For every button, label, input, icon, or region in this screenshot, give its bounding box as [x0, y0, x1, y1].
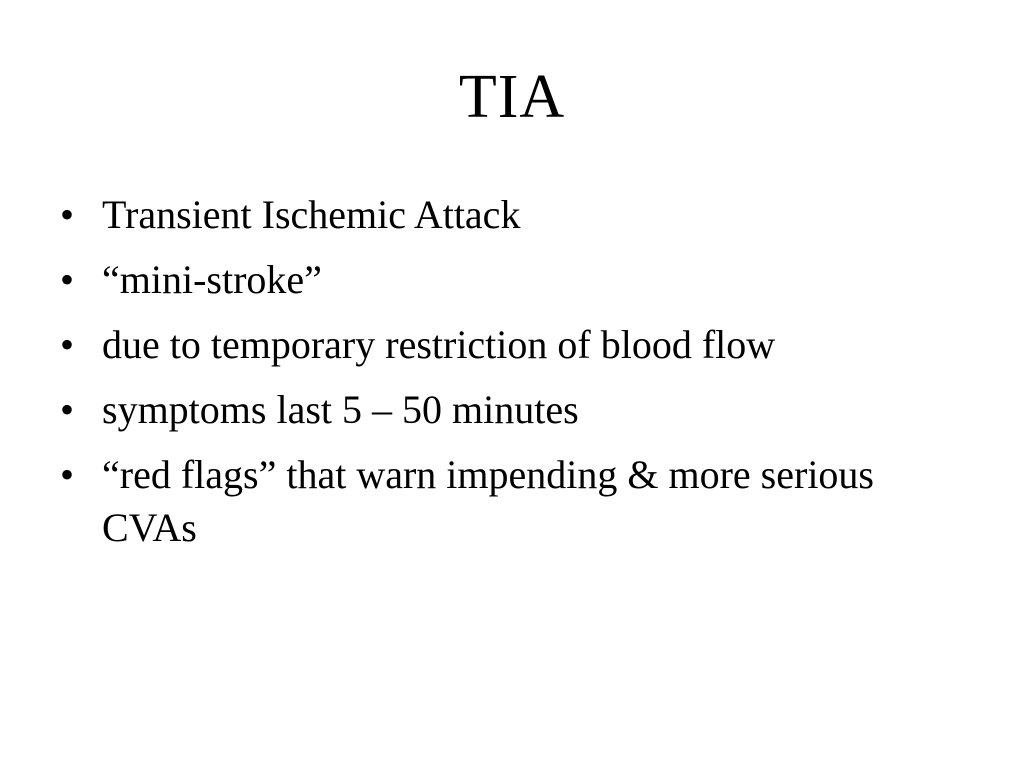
bullet-text: “mini-stroke” — [102, 257, 322, 302]
bullet-point-icon: • — [60, 452, 75, 497]
bullet-text: due to temporary restriction of blood flow — [102, 322, 776, 367]
bullet-item — [60, 383, 960, 436]
bullet-text: Transient Ischemic Attack — [102, 192, 521, 237]
slide-title: TIA — [458, 63, 566, 131]
bullet-point-icon: • — [60, 192, 75, 237]
bullet-item — [60, 318, 960, 371]
bullet-item — [60, 188, 960, 241]
bullet-point-icon: • — [60, 322, 75, 367]
bullet-item — [60, 253, 960, 306]
bullet-text: symptoms last 5 – 50 minutes — [102, 387, 579, 432]
bullet-text: “red flags” that warn impending & more serious CVAs — [102, 452, 874, 550]
bullet-item — [60, 448, 960, 554]
bullet-point-icon: • — [60, 387, 75, 432]
bullet-list — [60, 188, 960, 566]
bullet-point-icon: • — [60, 257, 75, 302]
